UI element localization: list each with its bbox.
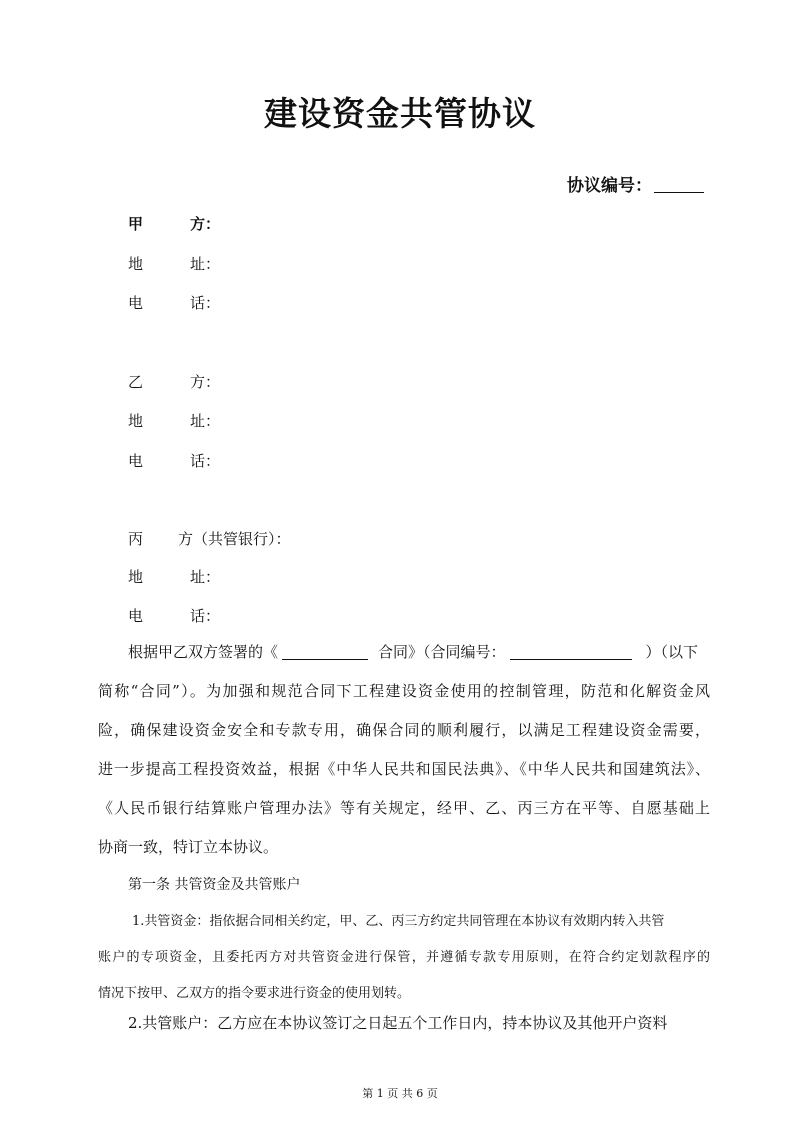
clause-1-line-3: 情况下按甲、乙双方的指令要求进行资金的使用划转。 — [98, 986, 411, 1001]
preamble-line-1-part-b: 合同》（合同编号： — [378, 643, 506, 661]
preamble-line-2: 简称“合同”）。为加强和规范合同下工程建设资金使用的控制管理，防范和化解资金风 — [98, 682, 710, 700]
clause-1-line-1: 1.共管资金：指依据合同相关约定，甲、乙、丙三方约定共同管理在本协议有效期内转入共管 — [132, 914, 665, 929]
preamble-line-5: 《人民币银行结算账户管理办法》等有关规定，经甲、乙、丙三方在平等、自愿基础上 — [98, 799, 710, 817]
agreement-number-label: 协议编号： — [567, 176, 652, 196]
party-b-address-k1: 地 — [128, 412, 144, 430]
clause-1 — [98, 904, 710, 1012]
clause-1-line-2: 账户的专项资金，且委托丙方对共管资金进行保管，并遵循专款专用原则，在符合约定划款程序的 — [98, 950, 710, 965]
party-c-address-k1: 地 — [128, 568, 144, 586]
preamble-line-1-part-a: 根据甲乙双方签署的《 — [128, 643, 279, 661]
party-a-phone-k2: 话： — [190, 294, 221, 312]
party-a-address-k1: 地 — [128, 255, 144, 273]
article-1-heading: 第一条 共管资金及共管账户 — [128, 877, 301, 893]
agreement-number — [567, 171, 704, 196]
document-title: 建设资金共管协议 — [264, 94, 536, 133]
agreement-number-blank — [654, 176, 704, 193]
party-b-phone-k2: 话： — [190, 452, 221, 470]
party-b-name-k1: 乙 — [128, 373, 144, 391]
preamble-paragraph — [98, 633, 710, 867]
preamble-line-3: 险，确保建设资金安全和专款专用，确保合同的顺利履行，以满足工程建设资金需要， — [98, 721, 710, 739]
preamble-line-1-part-c: ）（以下 — [645, 643, 699, 661]
party-c-phone-k2: 话： — [190, 607, 221, 625]
party-b-name-k2: 方： — [190, 373, 221, 391]
party-c-phone-k1: 电 — [128, 607, 144, 625]
party-c-name-k1: 丙 — [128, 530, 144, 548]
party-a-address-k2: 址： — [190, 255, 221, 273]
party-a-phone-k1: 电 — [128, 294, 144, 312]
party-b-phone-k1: 电 — [128, 452, 144, 470]
party-a-name-k2: 方： — [190, 215, 221, 233]
preamble-line-1 — [98, 633, 710, 672]
contract-name-blank — [282, 643, 368, 660]
party-a-name-k1: 甲 — [128, 215, 144, 233]
party-b-address-k2: 址： — [190, 412, 221, 430]
contract-number-blank — [510, 643, 632, 660]
party-c-name-k2: 方（共管银行）： — [178, 530, 291, 548]
clause-2-line-1: 2.共管账户：乙方应在本协议签订之日起五个工作日内，持本协议及其他开户资料 — [128, 1014, 668, 1032]
preamble-line-6: 协商一致，特订立本协议。 — [98, 838, 279, 856]
party-c-address-k2: 址： — [190, 568, 221, 586]
preamble-line-4: 进一步提高工程投资效益，根据《中华人民共和国民法典》、《中华人民共和国建筑法》、 — [98, 760, 710, 778]
page-footer: 第 1 页 共 6 页 — [362, 1087, 438, 1100]
